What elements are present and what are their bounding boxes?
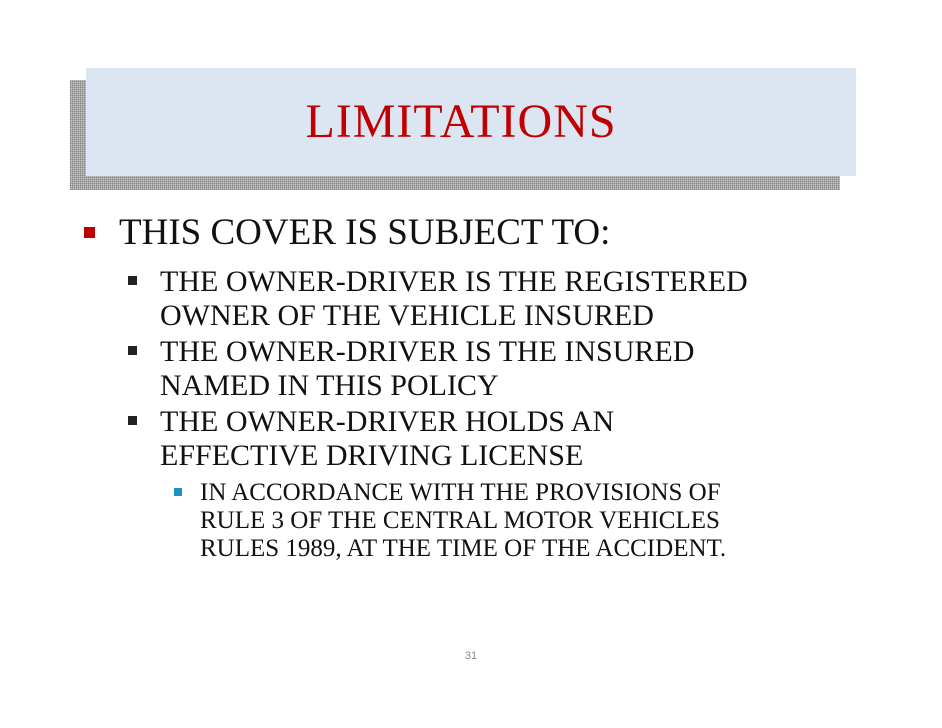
bullet-main-text: THIS COVER IS SUBJECT TO: bbox=[119, 212, 611, 253]
bullet-subsub-text: IN ACCORDANCE WITH THE PROVISIONS OF RULE 3 OF THE CENTRAL MOTOR VEHICLES RULES 1989, AT THE TIME OF THE ACCIDENT. bbox=[200, 479, 727, 562]
bullet-sub-text: THE OWNER-DRIVER IS THE INSURED NAMED IN THIS POLICY bbox=[160, 335, 695, 402]
bullet-sub-driving-license bbox=[128, 405, 848, 473]
bullet-sub-registered-owner bbox=[128, 265, 848, 333]
square-bullet-icon bbox=[174, 488, 182, 496]
bullet-main bbox=[84, 213, 610, 253]
square-bullet-icon bbox=[84, 227, 95, 238]
square-bullet-icon bbox=[128, 276, 137, 285]
bullet-sub-insured-named bbox=[128, 335, 848, 403]
bullet-subsub-provisions bbox=[174, 479, 874, 563]
title-banner bbox=[86, 68, 856, 176]
page-number: 31 bbox=[464, 650, 478, 662]
square-bullet-icon bbox=[128, 346, 137, 355]
slide-title: LIMITATIONS bbox=[305, 95, 617, 148]
bullet-sub-text: THE OWNER-DRIVER IS THE REGISTERED OWNER OF THE VEHICLE INSURED bbox=[160, 265, 748, 332]
bullet-sub-text: THE OWNER-DRIVER HOLDS AN EFFECTIVE DRIVING LICENSE bbox=[160, 405, 615, 472]
square-bullet-icon bbox=[128, 416, 137, 425]
